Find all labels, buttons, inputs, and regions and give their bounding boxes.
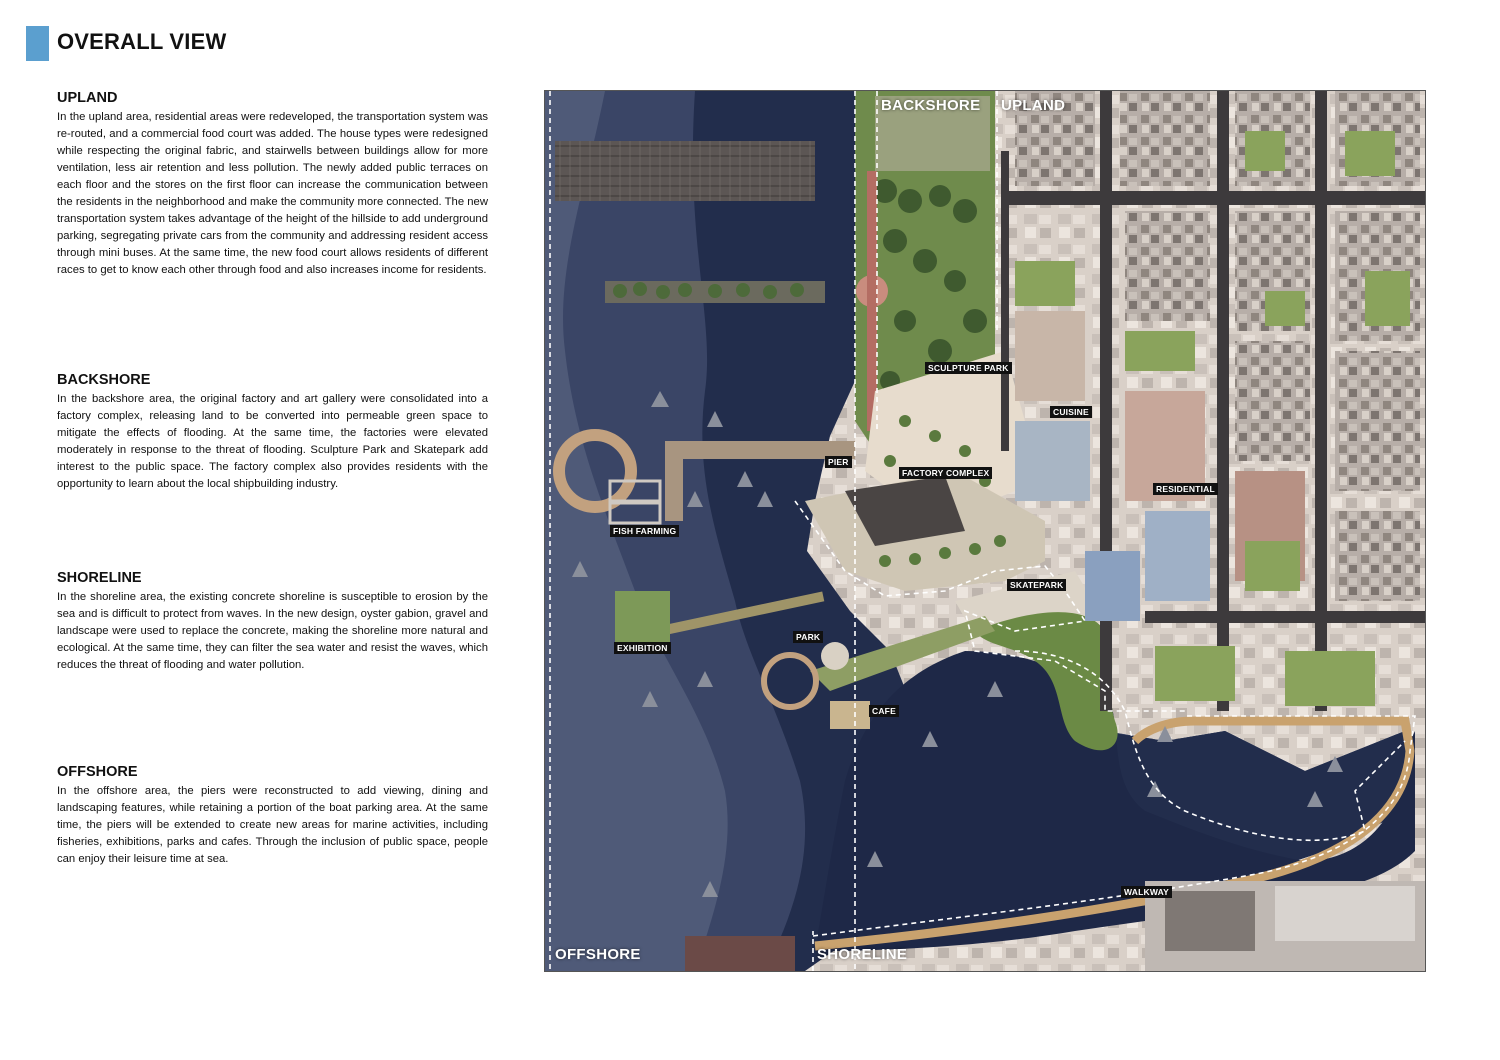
map-label-park: PARK — [793, 631, 823, 643]
park-platform — [821, 642, 849, 670]
map-label-fish-farming: FISH FARMING — [610, 525, 679, 537]
backshore-body: In the backshore area, the original factory and art gallery were consolidated into a factory complex, releasing land to be converted into permeable green space to mitigate the effects of flooding. At the same time, the factories were elevated moderately in response to the threat of flooding. Sculpture Park and Skatepark add interest to the public space. The factory complex also provides residents with the opportunity to learn about the local shipbuilding industry. — [57, 393, 488, 490]
offshore-section — [57, 764, 488, 868]
title-accent-bar — [26, 26, 49, 61]
shoreline-section — [57, 570, 488, 674]
map-label-factory-complex: FACTORY COMPLEX — [899, 467, 992, 479]
shoreline-heading: SHORELINE — [57, 570, 142, 586]
map-label-sculpture-park: SCULPTURE PARK — [925, 362, 1012, 374]
offshore-building — [685, 936, 795, 971]
map-label-cafe: CAFE — [869, 705, 899, 717]
upland-heading: UPLAND — [57, 90, 118, 106]
pier-arm — [665, 441, 683, 521]
map-label-pier: PIER — [825, 456, 852, 468]
old-pier-north — [555, 141, 815, 201]
upland-section — [57, 90, 488, 279]
map-label-skatepark: SKATEPARK — [1007, 579, 1066, 591]
map-label-cuisine: CUISINE — [1050, 406, 1092, 418]
shoreline-body: In the shoreline area, the existing concrete shoreline is susceptible to erosion by the sea and is difficult to protect from waves. In the new design, oyster gabion, gravel and landscape were used to replace the concrete, making the shoreline more natural and ecological. At the same time, they can filter the sea water and resist the waves, which reduces the threat of flooding and water pollution. — [57, 591, 488, 671]
offshore-body: In the offshore area, the piers were reconstructed to add viewing, dining and landscaping features, while retaining a portion of the boat parking area. At the same time, the piers will be extended to create new areas for marine activities, including fisheries, exhibitions, parks and cafes. Through the inclusion of public space, people can enjoy their leisure time at sea. — [57, 785, 488, 865]
map-label-residential: RESIDENTIAL — [1153, 483, 1218, 495]
exhibition-platform — [615, 591, 670, 646]
offshore-heading: OFFSHORE — [57, 764, 138, 780]
parking-lot — [1275, 886, 1415, 941]
cafe-deck — [830, 701, 870, 729]
backshore-heading: BACKSHORE — [57, 372, 151, 388]
zone-label-shoreline: SHORELINE — [817, 946, 908, 963]
site-plan-map — [544, 90, 1426, 972]
upland-body: In the upland area, residential areas were redeveloped, the transportation system was re-routed, and a commercial food court was added. The house types were redesigned while respecting the original fabric, and stairwells between buildings allow for more ventilation, less air retention and less pollution. The newly added public terraces on each floor and the stores on the first floor can increase the communication between the residents in the neighborhood and make the community more connected. The new transportation system takes advantage of the height of the hillside to add underground parking, segregating private cars from the community and addressing resident access through mini buses. At the same time, the new food court allows residents of different races to get to know each other through food and also increases income for residents. — [57, 111, 488, 276]
backshore-section — [57, 372, 488, 493]
page-title: OVERALL VIEW — [57, 29, 227, 54]
industrial-building — [1165, 891, 1255, 951]
zone-label-backshore: BACKSHORE — [881, 97, 981, 114]
map-label-walkway: WALKWAY — [1121, 886, 1172, 898]
zone-label-offshore: OFFSHORE — [555, 946, 641, 963]
map-label-exhibition: EXHIBITION — [614, 642, 671, 654]
zone-label-upland: UPLAND — [1001, 97, 1066, 114]
